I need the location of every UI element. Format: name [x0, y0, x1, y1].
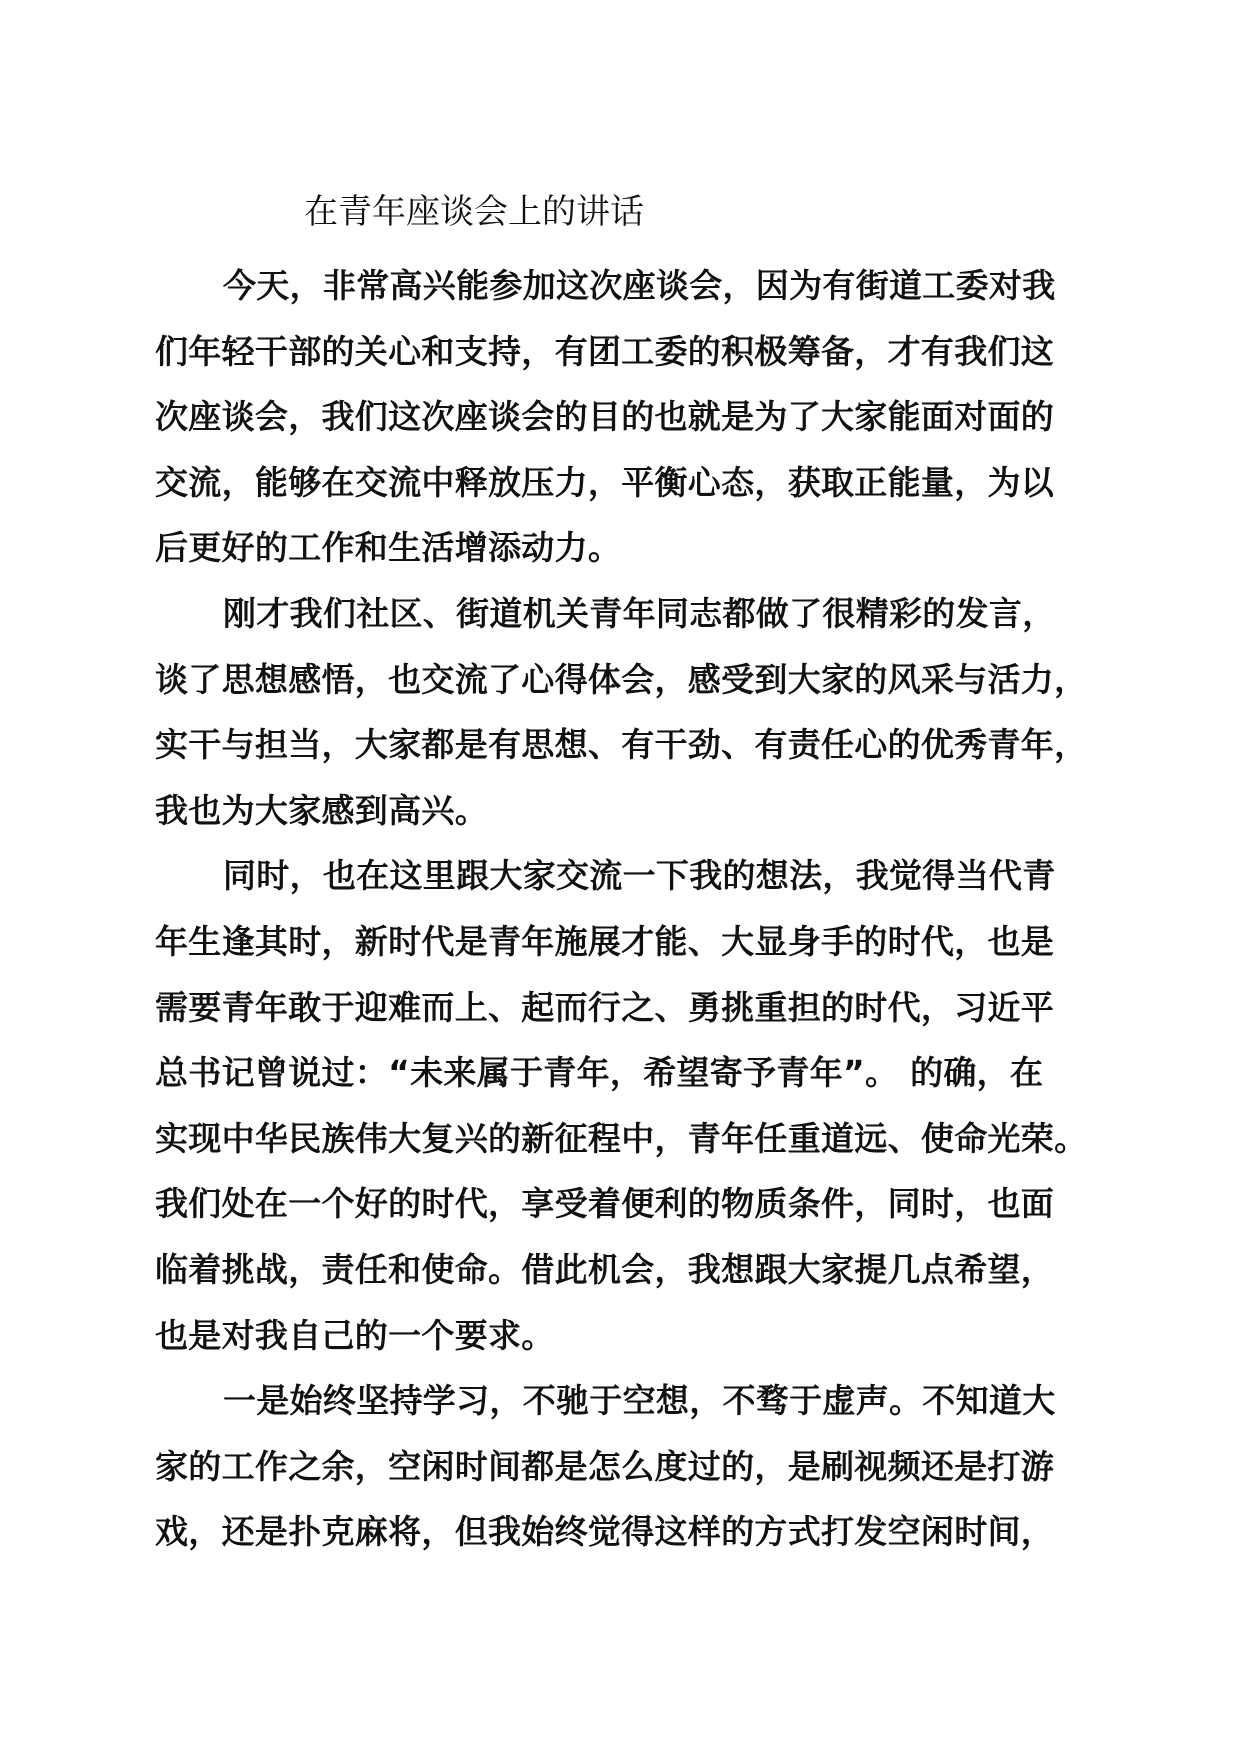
paragraph-3-line-3: 需要青年敢于迎难而上、起而行之、勇挑重担的时代，习近平 — [155, 987, 1055, 1027]
document-title: 在青年座谈会上的讲话 — [304, 192, 644, 232]
paragraph-3-line-8: 也是对我自己的一个要求。 — [155, 1315, 555, 1355]
paragraph-2-line-3: 实干与担当，大家都是有思想、有干劲、有责任心的优秀青年， — [155, 725, 1088, 765]
paragraph-4-line-3: 戏，还是扑克麻将，但我始终觉得这样的方式打发空闲时间， — [155, 1512, 1055, 1552]
paragraph-3-line-6: 我们处在一个好的时代，享受着便利的物质条件，同时，也面 — [155, 1184, 1055, 1224]
paragraph-3-line-5: 实现中华民族伟大复兴的新征程中，青年任重道远、使命光荣。 — [155, 1118, 1088, 1158]
paragraph-3-line-1: 同时，也在这里跟大家交流一下我的想法，我觉得当代青 — [223, 856, 1056, 896]
paragraph-3-line-2: 年生逢其时，新时代是青年施展才能、大显身手的时代，也是 — [155, 921, 1055, 961]
paragraph-1-line-5: 后更好的工作和生活增添动力。 — [155, 528, 622, 568]
paragraph-3-line-7: 临着挑战，责任和使命。借此机会，我想跟大家提几点希望， — [155, 1249, 1055, 1289]
document-body — [155, 253, 1115, 1565]
paragraph-4-line-1: 一是始终坚持学习，不驰于空想，不骛于虚声。不知道大 — [223, 1381, 1056, 1421]
paragraph-2-line-1: 刚才我们社区、街道机关青年同志都做了很精彩的发言， — [223, 593, 1056, 633]
paragraph-1-line-4: 交流，能够在交流中释放压力，平衡心态，获取正能量，为以 — [155, 462, 1055, 502]
paragraph-1-line-3: 次座谈会，我们这次座谈会的目的也就是为了大家能面对面的 — [155, 397, 1055, 437]
paragraph-1-line-1: 今天，非常高兴能参加这次座谈会，因为有街道工委对我 — [223, 266, 1056, 305]
paragraph-2-line-2: 谈了思想感悟，也交流了心得体会，感受到大家的风采与活力， — [155, 659, 1088, 699]
paragraph-3-line-4: 总书记曾说过：“未来属于青年，希望寄予青年”。 的确，在 — [155, 1053, 1044, 1093]
paragraph-4-line-2: 家的工作之余，空闲时间都是怎么度过的，是刷视频还是打游 — [155, 1446, 1055, 1486]
paragraph-1-line-2: 们年轻干部的关心和支持，有团工委的积极筹备，才有我们这 — [155, 331, 1055, 371]
paragraph-2-line-4: 我也为大家感到高兴。 — [155, 790, 488, 830]
